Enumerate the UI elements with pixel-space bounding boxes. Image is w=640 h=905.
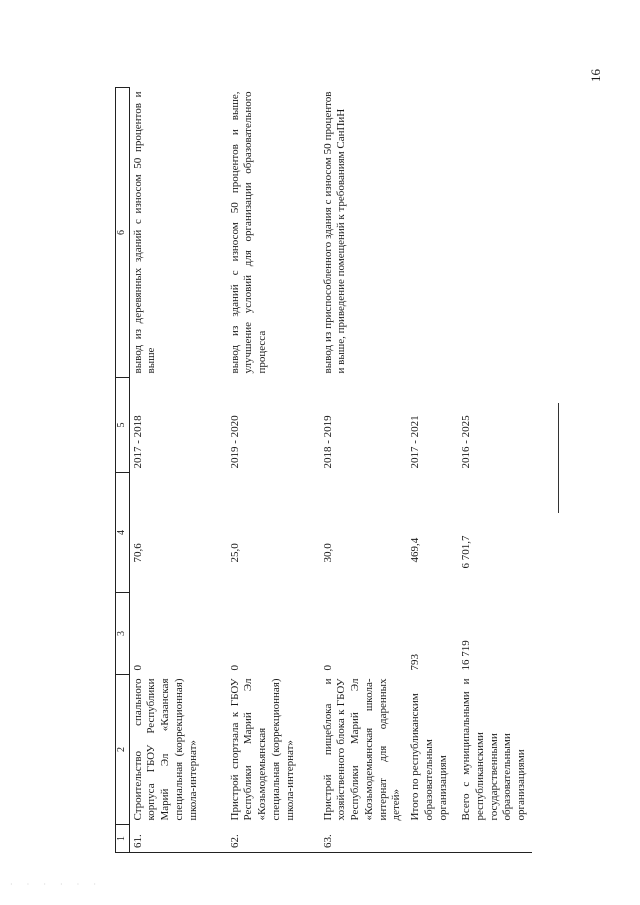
col3-value: 0 [321, 665, 334, 671]
result-text: вывод из деревянных зданий с износом 50 процентов и выше [131, 91, 158, 374]
page-number: 16 [588, 69, 603, 82]
col4-value: 30,0 [321, 543, 334, 563]
table-row-subtotal [407, 88, 458, 853]
header-col-2: 2 [116, 675, 130, 825]
col3-value: 0 [131, 665, 144, 671]
row-number [407, 825, 458, 853]
row-number: 62. [227, 825, 320, 853]
object-name: Пристрой спортзала к ГБОУ Республики Марий Эл «Козьмодемьянская специальная (коррекционная) школа-интернат» [228, 678, 296, 821]
end-of-table-line [558, 403, 559, 513]
scan-artifact: · · · · · · [10, 880, 102, 889]
col4-value: 6 701,7 [460, 535, 472, 569]
header-col-1: 1 [116, 825, 130, 853]
header-col-3: 3 [116, 593, 130, 675]
object-name: Всего с муниципальными и республиканскими государственными образовательными организациями [460, 678, 527, 821]
table-row-total [458, 88, 532, 853]
col3-value: 16 719 [460, 640, 472, 671]
col3-value: 793 [409, 654, 421, 671]
object-name: Строительство спального корпуса ГБОУ Республики Марий Эл «Казанская специальная (коррекционная) школа-интернат» [131, 678, 199, 821]
period-value: 2017 - 2018 [131, 415, 144, 469]
period-value: 2019 - 2020 [228, 415, 241, 469]
period-value: 2016 - 2025 [460, 415, 472, 469]
object-name: Пристрой пищеблока и хозяйственного блока к ГБОУ Республики Марий Эл «Козьмодемьянская школа-интернат для одаренных детей» [321, 678, 403, 821]
table-row [320, 88, 408, 853]
program-table [115, 87, 532, 853]
col3-value: 0 [228, 665, 241, 671]
col4-value: 25,0 [228, 543, 241, 563]
result-text: вывод из зданий с износом 50 процентов и выше, улучшение условий для организации образовательного процесса [228, 91, 268, 374]
table-row [129, 88, 227, 853]
period-value: 2018 - 2019 [321, 415, 334, 469]
header-col-5: 5 [116, 378, 130, 473]
object-name: Итого по республиканским образовательным организациям [409, 693, 449, 821]
row-number [458, 825, 532, 853]
header-col-4: 4 [116, 473, 130, 593]
row-number: 63. [320, 825, 408, 853]
table-row [227, 88, 320, 853]
col4-value: 70,6 [131, 543, 144, 563]
rotated-table-container [115, 88, 585, 853]
result-text [458, 88, 532, 378]
header-row [116, 88, 130, 853]
result-text [407, 88, 458, 378]
row-number: 61. [129, 825, 227, 853]
result-text: вывод из приспособленного здания с износом 50 процентов и выше, приведение помещений к требованиям СанПиН [321, 91, 348, 374]
header-col-6: 6 [116, 88, 130, 378]
col4-value: 469,4 [409, 537, 421, 563]
period-value: 2017 - 2021 [409, 415, 421, 469]
